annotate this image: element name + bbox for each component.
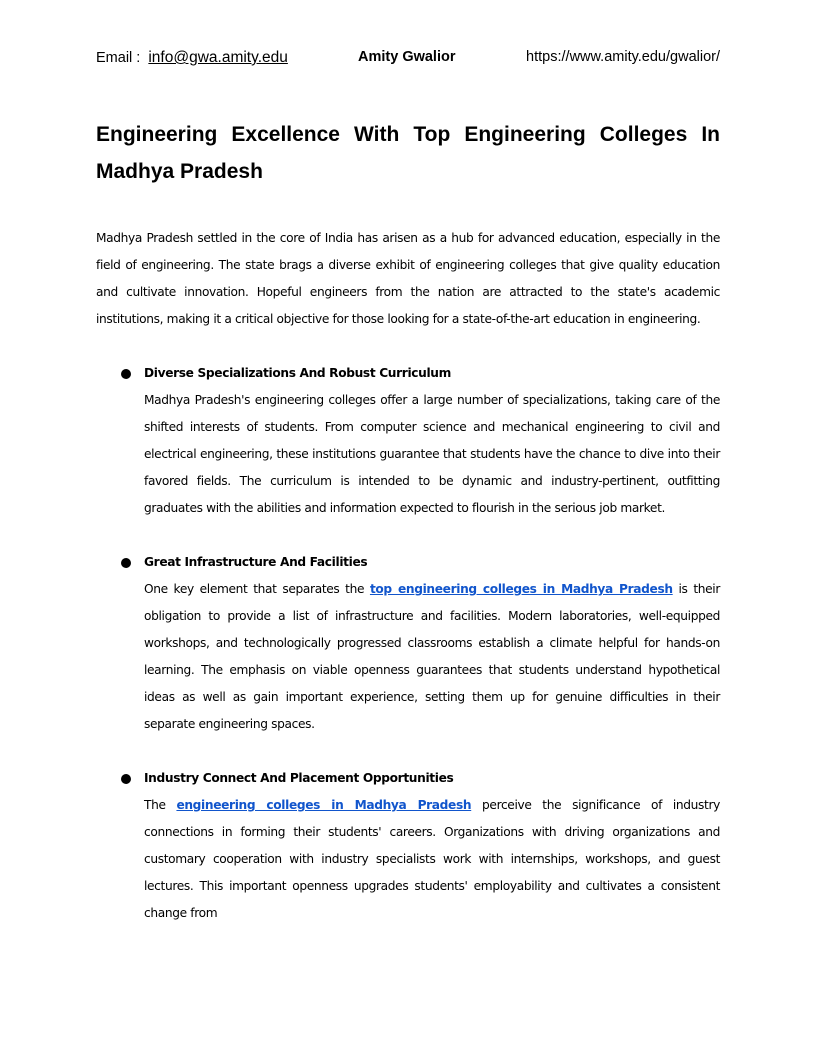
document-body xyxy=(96,225,720,927)
engineering-colleges-link[interactable]: engineering colleges in Madhya Pradesh xyxy=(176,798,472,812)
top-colleges-link[interactable]: top engineering colleges in Madhya Pradesh xyxy=(369,582,673,596)
section-heading: Diverse Specializations And Robust Curriculum xyxy=(144,366,451,380)
section-body xyxy=(144,576,720,738)
bullet-icon xyxy=(121,369,131,379)
section-body: Madhya Pradesh's engineering colleges offer a large number of specializations, taking care of the shifted interests of students. From computer science and mechanical engineering to civil and electrical engineering, these institutions guarantee that students have the chance to dive into their favored fields. The curriculum is intended to be dynamic and industry-pertinent, outfitting graduates with the abilities and information expected to flourish in the serious job market. xyxy=(144,393,720,515)
section-body xyxy=(144,792,720,927)
section-specializations xyxy=(96,360,720,522)
section-heading: Great Infrastructure And Facilities xyxy=(144,555,368,569)
bullet-icon xyxy=(121,774,131,784)
section-heading: Industry Connect And Placement Opportunities xyxy=(144,771,454,785)
intro-paragraph: Madhya Pradesh settled in the core of India has arisen as a hub for advanced education, especially in the field of engineering. The state brags a diverse exhibit of engineering colleges that give quality education and cultivate innovation. Hopeful engineers from the nation are attracted to the state's academic institutions, making it a critical objective for those looking for a state-of-the-art education in engineering. xyxy=(96,231,720,326)
org-name: Amity Gwalior xyxy=(358,49,456,65)
email-link[interactable]: info@gwa.amity.edu xyxy=(148,49,288,66)
site-url: https://www.amity.edu/gwalior/ xyxy=(526,49,720,65)
section-body-text: The xyxy=(144,798,166,812)
section-body-text: One key element that separates the xyxy=(144,582,365,596)
page-header xyxy=(96,46,720,70)
email-label: Email : xyxy=(96,50,141,66)
email-info xyxy=(96,49,288,67)
section-industry xyxy=(96,765,720,927)
page-title: Engineering Excellence With Top Engineering Colleges In Madhya Pradesh xyxy=(96,123,720,183)
section-infrastructure xyxy=(96,549,720,738)
section-body-text: perceive the significance of industry connections in forming their students' careers. Organizations with driving organizations and customary cooperation with industry specialists work with internships, workshops, and guest lectures. This important openness upgrades students' employability and cultivates a consistent change from xyxy=(144,798,721,920)
bullet-icon xyxy=(121,558,131,568)
section-body-text: is their obligation to provide a list of infrastructure and facilities. Modern laboratories, well-equipped workshops, and technologically progressed classrooms establish a climate helpful for hands-on learning. The emphasis on viable openness guarantees that students understand hypothetical ideas as well as gain important experience, setting them up for genuine difficulties in their separate engineering spaces. xyxy=(144,582,720,731)
